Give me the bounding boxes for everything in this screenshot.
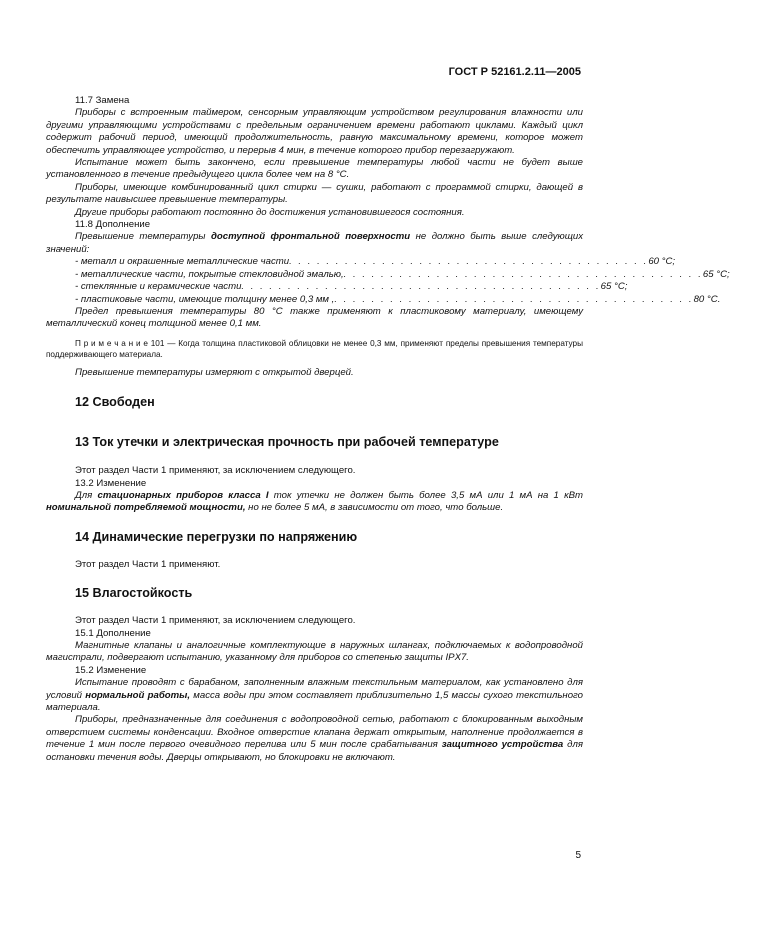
page-content: [46, 95, 730, 764]
item-value: 65 °C;: [600, 281, 628, 293]
leader-dots: . . . . . . . . . . . . . . . . . . . . . . . . . . . . . . . . . . . . . . .: [343, 268, 703, 280]
section-13-heading: 13 Ток утечки и электрическая прочность при рабочей температуре: [75, 435, 499, 450]
term-protective-device: защитного устройства: [441, 739, 564, 751]
leader-dots: . . . . . . . . . . . . . . . . . . . . . . . . . . . . . . . . . . . . . . .: [241, 281, 601, 293]
clause-11-8-limit: Предел превышения температуры 80 °C также применяют к пластиковому материалу, имеющему металлический конец толщиной менее 0,1 мм.: [46, 305, 583, 330]
section-15-intro: Этот раздел Части 1 применяют, за исключением следующего.: [75, 615, 356, 627]
intro-text-end: не должно быть выше следующих значений:: [46, 231, 584, 255]
intro-text: Превышение температуры: [75, 231, 211, 243]
item-text: - металл и окрашенные металлические части: [75, 256, 290, 268]
clause-11-7-other: Другие приборы работают постоянно до достижения установившегося состояния.: [75, 206, 465, 218]
list-item: [46, 256, 676, 268]
page-number: 5: [575, 850, 581, 861]
leader-dots: . . . . . . . . . . . . . . . . . . . . . . . . . . . . . . . . . . . . . . .: [289, 256, 649, 268]
section-14-intro: Этот раздел Части 1 применяют.: [75, 558, 221, 570]
clause-13-2-text: [46, 490, 583, 515]
section-13-intro: Этот раздел Части 1 применяют, за исключением следующего.: [75, 465, 356, 477]
text-part: масса воды при этом составляет приблизительно 1,5 массы сухого текстильного материала.: [46, 689, 583, 713]
item-text: - пластиковые части, имеющие толщину менее 0,3 мм ,: [75, 293, 335, 305]
text-part: Приборы, предназначенные для соединения с водопроводной сетью, работают с блокированным выходным отверстием системы конденсации. Входное отверстие клапана держат открытым, наполнение продолжается в течение 1 мин после первого очевидного перелива или 5 мин после срабатывания: [46, 714, 583, 751]
item-text: - металлические части, покрытые стекловидной эмалью,: [75, 268, 344, 280]
clause-15-1-title: 15.1 Дополнение: [75, 627, 151, 639]
clause-11-7-test-end: Испытание может быть закончено, если превышение температуры любой части не будет выше установленного в течение предыдущего цикла более чем на 8 °C.: [46, 157, 583, 181]
section-12-heading: 12 Свободен: [75, 395, 155, 410]
term-normal-operation: нормальной работы,: [85, 689, 191, 701]
section-14-heading: 14 Динамические перегрузки по напряжению: [75, 529, 358, 544]
text-part: Испытание проводят с барабаном, заполненным влажным текстильным материалом, как установлено для условий: [46, 677, 583, 701]
document-id: ГОСТ Р 52161.2.11—2005: [448, 66, 581, 78]
leader-dots: . . . . . . . . . . . . . . . . . . . . . . . . . . . . . . . . . . . . . . .: [334, 293, 694, 305]
item-value: 60 °C;: [648, 256, 676, 268]
list-item: [46, 293, 721, 306]
list-item: [46, 281, 628, 293]
clause-11-7-text: Приборы с встроенным таймером, сенсорным управляющим устройством регулирования влажности или другими управляющими устройствами с предельным ограничением времени работают циклами. Каждый цикл содержит рабочий период, имеющий продолжительность, равную максимальному времени, которое может обеспечить управляющее устройство, и перерыв 4 мин, в течение которого прибор перезагружают.: [46, 107, 583, 156]
term-stationary-class-i: стационарных приборов класса I: [97, 489, 269, 501]
clause-11-7-combined-cycle: Приборы, имеющие комбинированный цикл стирки — сушки, работают с программой стирки, дающей в результате наивысшее превышение температуры.: [46, 181, 583, 206]
clause-11-8-title: 11.8 Дополнение: [75, 219, 151, 231]
list-item: [46, 268, 730, 281]
term-front-surface: доступной фронтальной поверхности: [210, 231, 411, 243]
item-value: 80 °C.: [693, 293, 721, 305]
clause-15-2-text: [46, 677, 583, 714]
clause-15-1-text: Магнитные клапаны и аналогичные комплектующие в наружных шлангах, подключаемых к водопроводной магистрали, подвергают испытанию, указанному для приборов со степенью защиты IPX7.: [46, 639, 583, 664]
temperature-limits-list: [46, 256, 730, 306]
text-part: для остановки течения воды. Дверцы открывают, но блокировки не включают.: [46, 739, 583, 763]
clause-11-7-title: 11.7 Замена: [75, 95, 130, 106]
clause-11-8-measure: Превышение температуры измеряют с открытой дверцей.: [75, 366, 354, 378]
text-part: Для: [75, 489, 98, 501]
clause-11-8-note: П р и м е ч а н и е 101 — Когда толщина пластиковой облицовки не менее 0,3 мм, применяют пределы превышения температуры поддерживающего материала.: [46, 338, 583, 359]
item-text: - стеклянные и керамические части: [75, 281, 242, 293]
clause-11-8-intro: [46, 231, 583, 256]
text-part: но не более 5 мА, в зависимости от того, что больше.: [245, 502, 504, 514]
clause-15-2-title: 15.2 Изменение: [75, 664, 147, 676]
section-15-heading: 15 Влагостойкость: [75, 586, 193, 601]
term-rated-power-input: номинальной потребляемой мощности,: [46, 502, 246, 514]
clause-15-2-appliances: [46, 714, 583, 764]
text-part: ток утечки не должен быть более 3,5 мА или 1 мА на 1 кВт: [268, 489, 584, 501]
item-value: 65 °C;: [702, 268, 730, 280]
clause-13-2-title: 13.2 Изменение: [75, 477, 147, 489]
